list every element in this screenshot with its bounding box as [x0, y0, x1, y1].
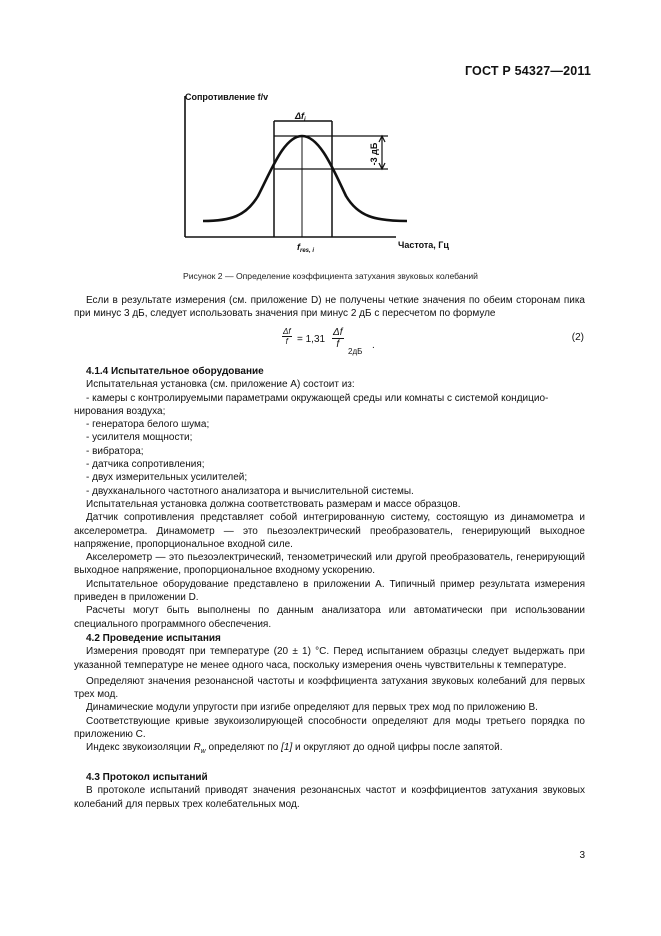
paragraph: Датчик сопротивления представляет собой интегрированную систему, состоящую из динамометра и акселерометра. Динамометр — это пьезоэлектрический преобразователь, генерирующий выходное напряжение, пропорциональное входной силе.: [74, 512, 585, 550]
list-item: - камеры с контролируемыми параметрами окружающей среды или комнаты с системой кондицио-: [86, 392, 549, 404]
level-label: -3 дБ: [369, 142, 379, 166]
paragraph: Испытательная установка должна соответствовать размерам и массе образцов.: [86, 498, 461, 510]
formula-lhs-numerator: Δf: [283, 327, 291, 336]
paragraph: Расчеты могут быть выполнены по данным анализатора или автоматически при использовании специального программного обеспечения.: [74, 605, 585, 630]
list-item: - генератора белого шума;: [86, 419, 210, 431]
section-4-3: [74, 771, 585, 811]
formula-coefficient: = 1,31: [297, 334, 326, 345]
page-number: 3: [579, 850, 585, 861]
formula-lhs-denominator: f: [285, 337, 288, 346]
paragraph: Испытательная установка (см. приложение А) состоит из:: [86, 379, 355, 391]
formula-rhs-numerator: Δf: [333, 327, 343, 338]
formula-end: .: [372, 340, 375, 351]
section-4-2: [74, 632, 585, 759]
formula-rhs-subscript: 2дБ: [348, 347, 363, 356]
resonance-figure: [176, 86, 466, 261]
section-4-1-4: [74, 365, 585, 631]
list-item: - усилителя мощности;: [86, 432, 193, 444]
formula-number: (2): [571, 332, 584, 343]
list-item: - вибратора;: [86, 445, 144, 457]
section-heading: 4.3 Протокол испытаний: [86, 772, 208, 783]
list-item: - двух измерительных усилителей;: [86, 472, 248, 484]
paragraph: Акселерометр — это пьезоэлектрический, тензометрический или другой преобразователь, генерирующий выходное напряжение, пропорциональное входному ускорению.: [74, 552, 585, 577]
paragraph: Индекс звукоизоляции $R_w$ определяют по [1] и округляют до одной цифры после запятой.: [86, 742, 503, 756]
document-code: ГОСТ Р 54327—2011: [464, 64, 591, 78]
paragraph: Динамические модули упругости при изгибе определяют для первых трех мод по приложению В.: [86, 702, 538, 714]
section-heading: 4.1.4 Испытательное оборудование: [86, 366, 264, 377]
section-heading: 4.2 Проведение испытания: [86, 633, 221, 644]
paragraph: Испытательное оборудование представлено в приложении А. Типичный пример результата измерения приведен в приложении D.: [74, 578, 585, 604]
x-axis-label: Частота, Гц: [398, 240, 449, 250]
paragraph: В протоколе испытаний приводят значения резонансных частот и коэффициентов затухания звуковых колебаний для первых трех колебательных мод.: [74, 785, 585, 810]
formula: [0, 327, 661, 357]
paragraph: Измерения проводят при температуре (20 ± 1) °С. Перед испытанием образцы следует выдержать при указанной температуре не менее одного часа, поскольку измерения очень чувствительны к температуре.: [74, 646, 585, 671]
list-item: - двухканального частотного анализатора и вычислительной системы.: [86, 485, 414, 497]
list-item: нирования воздуха;: [74, 405, 166, 417]
figure-caption: Рисунок 2 — Определение коэффициента затухания звуковых колебаний: [183, 271, 478, 281]
formula-rhs-denominator: f: [336, 339, 340, 350]
paragraph: Соответствующие кривые звукоизолирующей способности определяют для моды третьего порядка по приложению С.: [74, 715, 585, 741]
y-axis-label: Сопротивление f/v: [185, 92, 269, 102]
list-item: - датчика сопротивления;: [86, 459, 205, 471]
x-tick-label: $f_{res, i}$: [297, 242, 315, 254]
intro-paragraph: Если в результате измерения (см. приложение D) не получены четкие значения по обеим сторонам пика при минус 3 дБ, следует использовать значения при минус 2 дБ с пересчетом по формуле: [74, 295, 585, 320]
paragraph: Определяют значения резонансной частоты и коэффициента затухания звуковых колебаний для первых трех мод.: [74, 675, 585, 701]
bandwidth-label: $\Delta f_i$: [295, 111, 306, 123]
